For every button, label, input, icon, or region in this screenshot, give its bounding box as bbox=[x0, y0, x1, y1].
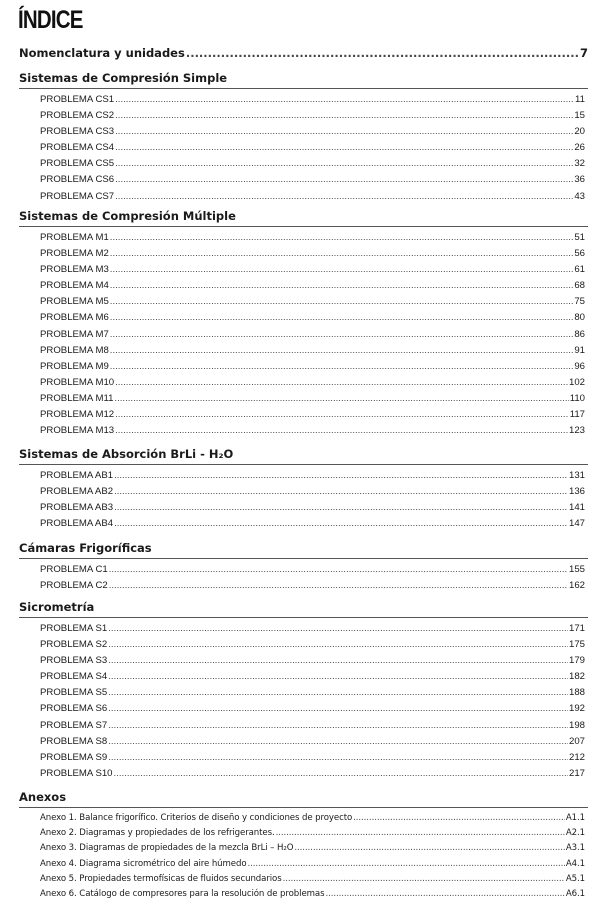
toc-entry[interactable] bbox=[40, 468, 585, 484]
toc-entry[interactable] bbox=[40, 140, 585, 156]
toc-entry[interactable] bbox=[40, 653, 585, 669]
entry-page: 68 bbox=[574, 280, 585, 292]
entry-label: PROBLEMA CS1 bbox=[40, 94, 115, 105]
dot-leader bbox=[248, 857, 565, 872]
entry-page: A6.1 bbox=[565, 888, 585, 899]
entry-label: PROBLEMA S1 bbox=[40, 623, 108, 634]
dot-leader bbox=[114, 766, 568, 782]
dot-leader bbox=[110, 262, 574, 278]
entry-page: 123 bbox=[568, 425, 585, 437]
entry-page: 26 bbox=[574, 142, 585, 154]
toc-entry-nomenclatura[interactable] bbox=[19, 46, 588, 60]
entry-page: 51 bbox=[574, 232, 585, 243]
entry-page: A2.1 bbox=[565, 828, 585, 839]
toc-entry[interactable] bbox=[40, 685, 585, 701]
dot-leader bbox=[109, 578, 568, 594]
entry-label: PROBLEMA S2 bbox=[40, 639, 108, 651]
dot-leader bbox=[115, 189, 573, 205]
toc-entry[interactable] bbox=[40, 621, 585, 637]
entry-page: 207 bbox=[568, 735, 585, 747]
dot-leader bbox=[110, 343, 574, 359]
toc-section bbox=[19, 790, 588, 902]
entry-label: PROBLEMA M10 bbox=[40, 376, 115, 388]
entry-page: 175 bbox=[568, 639, 585, 651]
entry-label: PROBLEMA CS4 bbox=[40, 142, 115, 154]
dot-leader bbox=[115, 423, 568, 439]
entry-label: PROBLEMA CS3 bbox=[40, 126, 115, 138]
entry-label: PROBLEMA S7 bbox=[40, 719, 108, 731]
dot-leader bbox=[110, 278, 574, 294]
toc-entry[interactable] bbox=[40, 262, 585, 278]
entry-label: PROBLEMA M9 bbox=[40, 360, 109, 372]
toc-entry[interactable] bbox=[40, 92, 585, 108]
toc-entry[interactable] bbox=[40, 701, 585, 717]
entry-page: 188 bbox=[568, 687, 585, 699]
entry-page: 20 bbox=[574, 126, 585, 138]
entry-label: PROBLEMA M2 bbox=[40, 248, 109, 260]
entry-page: 117 bbox=[569, 409, 585, 421]
entry-page: 182 bbox=[568, 671, 585, 683]
dot-leader bbox=[115, 108, 573, 124]
toc-section bbox=[19, 600, 588, 782]
dot-leader bbox=[294, 841, 564, 856]
dot-leader bbox=[110, 359, 574, 375]
toc-entry[interactable] bbox=[40, 124, 585, 140]
entry-label: PROBLEMA S5 bbox=[40, 687, 108, 699]
section-items bbox=[19, 562, 588, 594]
toc-entry[interactable] bbox=[40, 423, 585, 439]
entry-label: PROBLEMA S4 bbox=[40, 671, 108, 683]
entry-label: Anexo 4. Diagrama sicrométrico del aire húmedo bbox=[40, 858, 247, 869]
entry-page: 162 bbox=[568, 580, 585, 592]
entry-page: A4.1 bbox=[565, 858, 585, 869]
toc-entry[interactable] bbox=[40, 500, 585, 516]
toc-entry[interactable] bbox=[40, 750, 585, 766]
section-heading: Sistemas de Absorción BrLi - H₂O bbox=[19, 447, 588, 465]
toc-entry[interactable] bbox=[40, 718, 585, 734]
dot-leader bbox=[115, 407, 569, 423]
dot-leader bbox=[108, 621, 568, 637]
entry-page: 7 bbox=[579, 46, 588, 60]
dot-leader bbox=[353, 811, 565, 826]
toc-entry[interactable] bbox=[40, 734, 585, 750]
toc-entry[interactable] bbox=[40, 189, 585, 205]
section-items bbox=[19, 468, 588, 532]
entry-page: 102 bbox=[568, 376, 585, 388]
entry-page: 43 bbox=[574, 190, 585, 202]
toc-entry[interactable] bbox=[40, 578, 585, 594]
entry-page: 56 bbox=[574, 248, 585, 260]
entry-label: PROBLEMA CS7 bbox=[40, 190, 115, 202]
toc-entry[interactable] bbox=[40, 343, 585, 359]
entry-label: Nomenclatura y unidades bbox=[19, 46, 185, 60]
entry-label: PROBLEMA C2 bbox=[40, 580, 108, 592]
entry-label: PROBLEMA M3 bbox=[40, 264, 109, 276]
toc-entry[interactable] bbox=[40, 826, 585, 841]
entry-label: PROBLEMA AB1 bbox=[40, 470, 114, 481]
section-heading: Sistemas de Compresión Múltiple bbox=[19, 209, 588, 227]
entry-page: 80 bbox=[574, 312, 585, 324]
section-heading: Sicrometría bbox=[19, 600, 588, 618]
entry-label: PROBLEMA M1 bbox=[40, 232, 109, 243]
entry-label: Anexo 3. Diagramas de propiedades de la mezcla BrLi – H₂O bbox=[40, 843, 294, 854]
toc-entry[interactable] bbox=[40, 562, 585, 578]
entry-page: 75 bbox=[574, 296, 585, 308]
toc-entry[interactable] bbox=[40, 857, 585, 872]
entry-page: A5.1 bbox=[565, 873, 585, 884]
entry-label: Anexo 5. Propiedades termofísicas de fluidos secundarios bbox=[40, 873, 282, 884]
dot-leader bbox=[110, 294, 574, 310]
toc-section bbox=[19, 447, 588, 532]
dot-leader bbox=[110, 230, 574, 246]
toc-entry[interactable] bbox=[40, 108, 585, 124]
entry-label: PROBLEMA S8 bbox=[40, 735, 108, 747]
entry-page: 136 bbox=[568, 486, 585, 498]
dot-leader bbox=[108, 734, 568, 750]
toc-section bbox=[19, 209, 588, 439]
section-heading: Cámaras Frigoríficas bbox=[19, 541, 588, 559]
toc-entry[interactable] bbox=[40, 156, 585, 172]
entry-page: A3.1 bbox=[565, 843, 585, 854]
toc-entry[interactable] bbox=[40, 407, 585, 423]
dot-leader bbox=[109, 562, 568, 578]
dot-leader bbox=[114, 484, 568, 500]
entry-label: Anexo 2. Diagramas y propiedades de los refrigerantes. bbox=[40, 828, 275, 839]
toc-entry[interactable] bbox=[40, 310, 585, 326]
toc-entry[interactable] bbox=[40, 294, 585, 310]
toc-entry[interactable] bbox=[40, 766, 585, 782]
dot-leader bbox=[114, 391, 568, 407]
entry-label: PROBLEMA C1 bbox=[40, 564, 108, 575]
entry-page: 171 bbox=[568, 623, 585, 634]
dot-leader bbox=[108, 750, 568, 766]
toc-entry[interactable] bbox=[40, 230, 585, 246]
dot-leader bbox=[115, 172, 573, 188]
entry-page: 96 bbox=[574, 360, 585, 372]
entry-label: PROBLEMA S6 bbox=[40, 703, 108, 715]
section-heading: Anexos bbox=[19, 790, 588, 808]
entry-page: 198 bbox=[568, 719, 585, 731]
entry-label: PROBLEMA M7 bbox=[40, 328, 109, 340]
toc-entry[interactable] bbox=[40, 637, 585, 653]
dot-leader bbox=[108, 637, 568, 653]
section-items bbox=[19, 230, 588, 439]
entry-label: PROBLEMA M6 bbox=[40, 312, 109, 324]
entry-page: 179 bbox=[568, 655, 585, 667]
toc-section bbox=[19, 71, 588, 205]
entry-label: PROBLEMA M8 bbox=[40, 344, 109, 356]
dot-leader bbox=[108, 669, 568, 685]
dot-leader bbox=[115, 375, 568, 391]
dot-leader bbox=[115, 92, 574, 108]
entry-label: PROBLEMA CS6 bbox=[40, 174, 115, 186]
entry-label: PROBLEMA M13 bbox=[40, 425, 115, 437]
dot-leader bbox=[283, 872, 565, 887]
entry-page: 61 bbox=[574, 264, 585, 276]
section-items bbox=[19, 92, 588, 205]
page-title: ÍNDICE bbox=[18, 6, 83, 34]
dot-leader bbox=[276, 826, 565, 841]
toc-entry[interactable] bbox=[40, 327, 585, 343]
dot-leader bbox=[110, 246, 574, 262]
dot-leader bbox=[114, 468, 568, 484]
entry-label: Anexo 6. Catálogo de compresores para la resolución de problemas bbox=[40, 888, 325, 899]
entry-page: 217 bbox=[568, 767, 585, 779]
entry-page: 141 bbox=[568, 502, 585, 514]
toc-entry[interactable] bbox=[40, 811, 585, 826]
section-items bbox=[19, 621, 588, 782]
dot-leader bbox=[108, 701, 568, 717]
toc-entry[interactable] bbox=[40, 516, 585, 532]
entry-page: 147 bbox=[568, 518, 585, 530]
entry-page: 86 bbox=[574, 328, 585, 340]
entry-page: 131 bbox=[568, 470, 585, 481]
entry-page: 36 bbox=[574, 174, 585, 186]
entry-label: PROBLEMA M12 bbox=[40, 409, 115, 421]
toc-entry[interactable] bbox=[40, 484, 585, 500]
entry-page: 91 bbox=[574, 344, 585, 356]
entry-page: 11 bbox=[575, 94, 585, 105]
entry-label: PROBLEMA CS2 bbox=[40, 110, 115, 122]
dot-leader bbox=[115, 124, 573, 140]
entry-label: PROBLEMA AB2 bbox=[40, 486, 114, 498]
dot-leader bbox=[110, 327, 574, 343]
toc-entry[interactable] bbox=[40, 375, 585, 391]
toc-entry[interactable] bbox=[40, 872, 585, 887]
toc-entry[interactable] bbox=[40, 278, 585, 294]
entry-page: 15 bbox=[574, 110, 585, 122]
entry-label: PROBLEMA CS5 bbox=[40, 158, 115, 170]
entry-label: PROBLEMA S10 bbox=[40, 767, 113, 779]
entry-label: PROBLEMA AB3 bbox=[40, 502, 114, 514]
entry-label: PROBLEMA S9 bbox=[40, 751, 108, 763]
section-heading: Sistemas de Compresión Simple bbox=[19, 71, 588, 89]
entry-page: 192 bbox=[568, 703, 585, 715]
entry-page: 110 bbox=[569, 392, 585, 404]
dot-leader bbox=[186, 46, 579, 60]
entry-page: 155 bbox=[568, 564, 585, 575]
entry-label: PROBLEMA M11 bbox=[40, 392, 114, 404]
toc-entry[interactable] bbox=[40, 359, 585, 375]
dot-leader bbox=[114, 500, 568, 516]
entry-page: 212 bbox=[568, 751, 585, 763]
entry-page: 32 bbox=[574, 158, 585, 170]
dot-leader bbox=[325, 887, 564, 902]
entry-label: Anexo 1. Balance frigorífico. Criterios de diseño y condiciones de proyecto bbox=[40, 813, 353, 823]
dot-leader bbox=[108, 653, 568, 669]
dot-leader bbox=[114, 516, 568, 532]
dot-leader bbox=[115, 156, 573, 172]
toc-entry[interactable] bbox=[40, 887, 585, 902]
toc-entry[interactable] bbox=[40, 841, 585, 856]
toc-entry[interactable] bbox=[40, 172, 585, 188]
dot-leader bbox=[108, 718, 568, 734]
entry-page: A1.1 bbox=[565, 813, 585, 823]
dot-leader bbox=[115, 140, 573, 156]
entry-label: PROBLEMA S3 bbox=[40, 655, 108, 667]
entry-label: PROBLEMA M5 bbox=[40, 296, 109, 308]
toc-entry[interactable] bbox=[40, 246, 585, 262]
dot-leader bbox=[108, 685, 568, 701]
toc-entry[interactable] bbox=[40, 669, 585, 685]
dot-leader bbox=[110, 310, 574, 326]
entry-label: PROBLEMA AB4 bbox=[40, 518, 114, 530]
toc-entry[interactable] bbox=[40, 391, 585, 407]
section-items bbox=[19, 811, 588, 902]
entry-label: PROBLEMA M4 bbox=[40, 280, 109, 292]
toc-section bbox=[19, 541, 588, 594]
